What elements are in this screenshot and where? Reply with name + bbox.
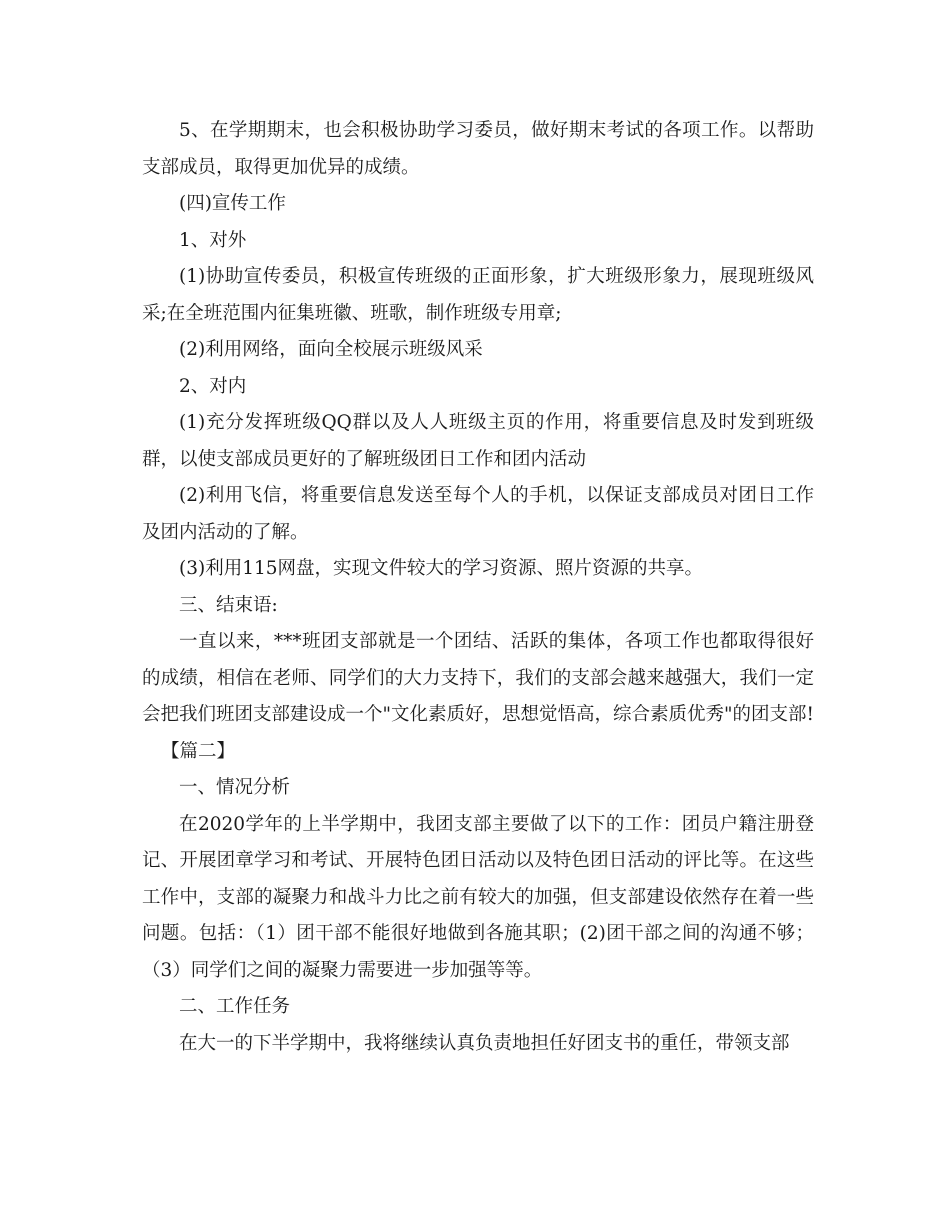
heading-situation-analysis: 一、情况分析 — [179, 777, 291, 798]
paragraph-external-1: (1)协助宣传委员，积极宣传班级的正面形象，扩大班级形象力，展现班级风采;在全班范围内征集班徽、班歌，制作班级专用章; — [142, 266, 814, 324]
paragraph-internal-3: (3)利用115网盘，实现文件较大的学习资源、照片资源的共享。 — [179, 558, 704, 579]
heading-external: 1、对外 — [179, 229, 247, 251]
heading-work-tasks: 二、工作任务 — [179, 996, 291, 1017]
paragraph-internal-1: (1)充分发挥班级QQ群以及人人班级主页的作用，将重要信息及时发到班级群，以使支部成员更好的了解班级团日工作和团内活动 — [142, 412, 814, 470]
section-heading-part-two: 【篇二】 — [161, 740, 236, 762]
heading-internal: 2、对内 — [179, 375, 247, 397]
paragraph-situation-analysis: 在2020学年的上半学期中，我团支部主要做了以下的工作：团员户籍注册登记、开展团章学习和考试、开展特色团日活动以及特色团日活动的评比等。在这些工作中，支部的凝聚力和战斗力比之前有较大的加强，但支部建设依然存在着一些问题。包括：（1）团干部不能很好地做到各施其职；(2)团干部之间的沟通不够；（3）同学们之间的凝聚力需要进一步加强等等。 — [142, 813, 814, 981]
heading-conclusion: 三、结束语: — [179, 594, 278, 616]
heading-publicity-work: (四)宣传工作 — [179, 193, 286, 214]
paragraph-work-tasks: 在大一的下半学期中，我将继续认真负责地担任好团支书的重任，带领支部 — [179, 1032, 790, 1054]
paragraph-external-2: (2)利用网络，面向全校展示班级风采 — [179, 339, 483, 360]
paragraph-exam-support: 5、在学期期末，也会积极协助学习委员，做好期末考试的各项工作。以帮助支部成员，取得更加优异的成绩。 — [142, 120, 814, 178]
document-body — [142, 113, 814, 1062]
paragraph-conclusion: 一直以来，***班团支部就是一个团结、活跃的集体，各项工作也都取得很好的成绩，相信在老师、同学们的大力支持下，我们的支部会越来越强大，我们一定会把我们班团支部建设成一个"文化素质好，思想觉悟高，综合素质优秀"的团支部! — [142, 631, 814, 725]
paragraph-internal-2: (2)利用飞信，将重要信息发送至每个人的手机，以保证支部成员对团日工作及团内活动的了解。 — [142, 485, 814, 543]
